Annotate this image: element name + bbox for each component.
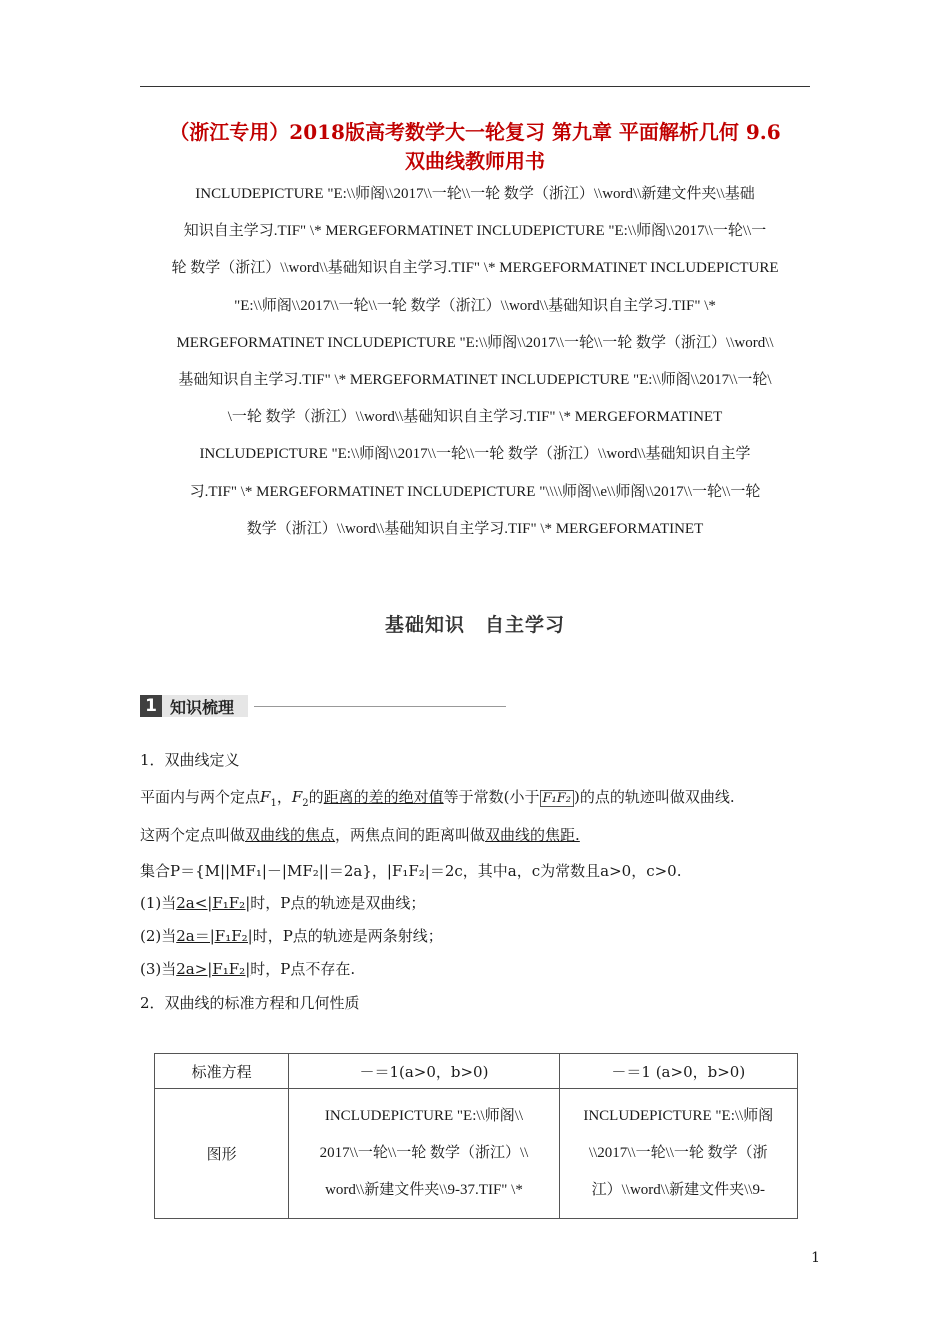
- section-heading: 基础知识 自主学习: [384, 614, 565, 636]
- underlined-term: 双曲线的焦距.: [485, 826, 580, 844]
- banner-divider: [254, 706, 506, 707]
- underlined-condition: 2a>|F₁F₂|: [176, 960, 251, 978]
- include-line: "E:\\师阁\\2017\\一轮\\一轮 数学（浙江）\\word\\基础知识自主学习.TIF" \*: [234, 297, 716, 314]
- include-line: MERGEFORMATINET INCLUDEPICTURE "E:\\师阁\\2017\\一轮\\一轮 数学（浙江）\\word\\: [176, 334, 774, 351]
- case-2-line: (2)当2a＝|F₁F₂|时，P点的轨迹是两条射线；: [140, 927, 443, 945]
- title-line-2: 双曲线教师用书: [405, 149, 545, 173]
- include-line: 习.TIF" \* MERGEFORMATINET INCLUDEPICTURE "\\\\师阁\\e\\师阁\\2017\\一轮\\一轮: [189, 483, 761, 500]
- item-1-title: 1．双曲线定义: [140, 751, 240, 769]
- hyperbola-properties-table: [154, 1053, 798, 1219]
- include-line: 轮 数学（浙江）\\word\\基础知识自主学习.TIF" \* MERGEFORMATINET INCLUDEPICTURE: [171, 260, 779, 277]
- include-line: INCLUDEPICTURE "E:\\师阁\\2017\\一轮\\一轮 数学（浙江）\\word\\基础知识自主学: [199, 446, 751, 463]
- table-row: [155, 1089, 798, 1219]
- underlined-term: 距离的差的绝对值: [323, 788, 444, 806]
- include-line: INCLUDEPICTURE "E:\\师阁\\2017\\一轮\\一轮 数学（浙江）\\word\\新建文件夹\\基础: [195, 186, 755, 202]
- include-line: \一轮 数学（浙江）\\word\\基础知识自主学习.TIF" \* MERGEFORMATINET: [227, 409, 723, 426]
- case-3-line: (3)当2a>|F₁F₂|时，P点不存在.: [140, 960, 356, 978]
- table-cell: INCLUDEPICTURE "E:\\师阁\\ 2017\\一轮\\一轮 数学（浙江）\\ word\\新建文件夹\\9-37.TIF" \*: [289, 1089, 559, 1219]
- underlined-condition: 2a<|F₁F₂|: [176, 894, 251, 912]
- include-line: 数学（浙江）\\word\\基础知识自主学习.TIF" \* MERGEFORMATINET: [246, 520, 704, 537]
- banner-number: 1: [140, 695, 162, 717]
- item-2-title: 2．双曲线的标准方程和几何性质: [140, 994, 360, 1012]
- underlined-term: 双曲线的焦点: [245, 826, 336, 844]
- document-title: [140, 118, 810, 176]
- set-line: 集合P＝{M||MF₁|－|MF₂||＝2a}，|F₁F₂|＝2c，其中a，c为常数且a>0，c>0.: [140, 862, 682, 880]
- abs-box: F₁F₂: [540, 790, 574, 807]
- case-1-line: (1)当2a<|F₁F₂|时，P点的轨迹是双曲线；: [140, 894, 426, 912]
- underlined-condition: 2a＝|F₁F₂|: [176, 927, 253, 945]
- table-cell: －＝1 (a>0，b>0): [559, 1054, 797, 1089]
- table-cell: 图形: [155, 1089, 289, 1219]
- banner-label: 知识梳理: [162, 695, 248, 717]
- table-cell: INCLUDEPICTURE "E:\\师阁 \\2017\\一轮\\一轮 数学（浙 江）\\word\\新建文件夹\\9-: [559, 1089, 797, 1219]
- table-cell: 标准方程: [155, 1054, 289, 1089]
- table-row: [155, 1054, 798, 1089]
- header-rule: [140, 86, 810, 87]
- include-picture-block: [140, 176, 810, 548]
- title-line-1: （浙江专用）2018版高考数学大一轮复习 第九章 平面解析几何 9.6: [169, 120, 781, 144]
- foci-line: 这两个定点叫做双曲线的焦点，两焦点间的距离叫做双曲线的焦距.: [140, 826, 580, 844]
- include-line: 知识自主学习.TIF" \* MERGEFORMATINET INCLUDEPICTURE "E:\\师阁\\2017\\一轮\\一: [183, 223, 767, 240]
- table-cell: －＝1(a>0，b>0): [289, 1054, 559, 1089]
- knowledge-banner: [140, 694, 506, 718]
- definition-line: 平面内与两个定点$F_1$，$F_2$的距离的差的绝对值等于常数(小于 F₁F₂ )的点的轨迹叫做双曲线.: [140, 788, 735, 809]
- page-number: 1: [811, 1250, 820, 1266]
- include-line: 基础知识自主学习.TIF" \* MERGEFORMATINET INCLUDEPICTURE "E:\\师阁\\2017\\一轮\: [178, 372, 772, 389]
